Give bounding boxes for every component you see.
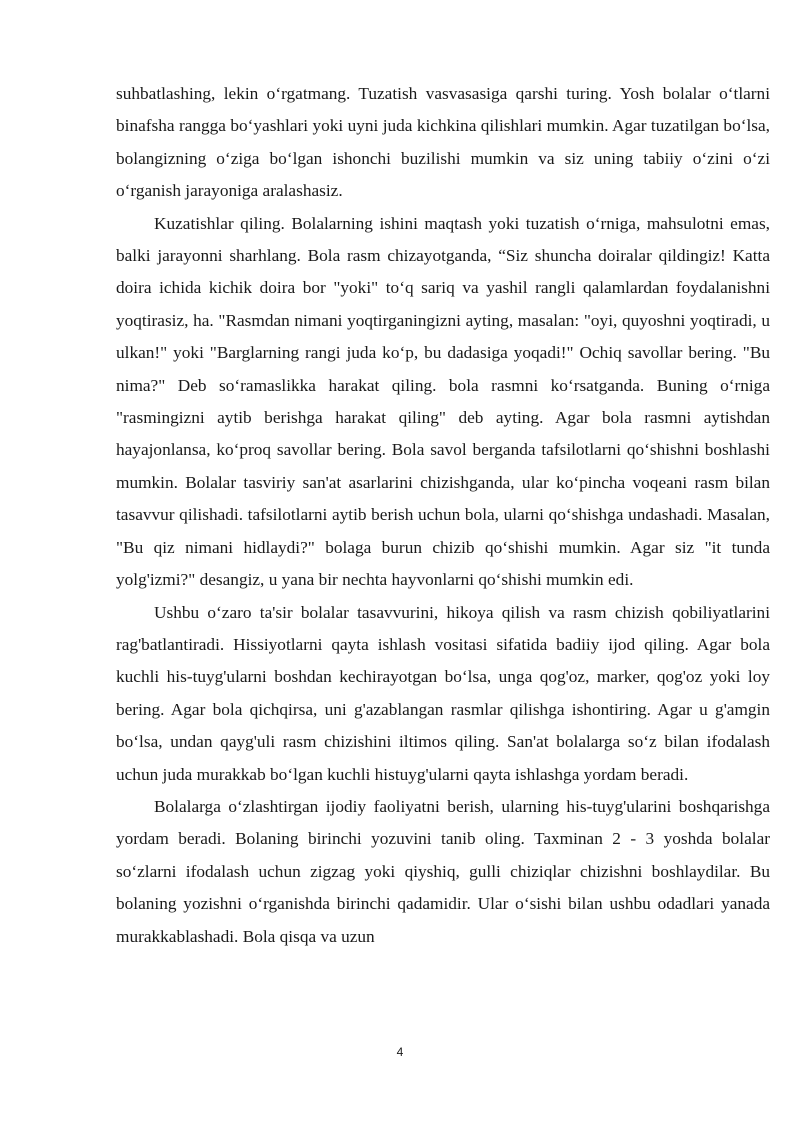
paragraph-continuation: suhbatlashing, lekin o‘rgatmang. Tuzatish vasvasasiga qarshi turing. Yosh bolalar o‘tlarni binafsha rangga bo‘yashlari yoki uyni juda kichkina qilishlari mumkin. Agar tuzatilgan bo‘lsa, bolangizning o‘ziga bo‘lgan ishonchi buzilishi mumkin va siz uning tabiiy o‘zini o‘zi o‘rganish jarayoniga aralashasiz. [116, 84, 770, 201]
paragraph-observations: Kuzatishlar qiling. Bolalarning ishini maqtash yoki tuzatish o‘rniga, mahsulotni emas, balki jarayonni sharhlang. Bola rasm chizayotganda, “Siz shuncha doiralar qildingiz! Katta doira ichida kichik doira bor "yoki" to‘q sariq va yashil rangli qalamlardan foydalanishni yoqtirasiz, ha. "Rasmdan nimani yoqtirganingizni ayting, masalan: "oyi, quyoshni yoqtiradi, u ulkan!" yoki "Barglarning rangi juda ko‘p, bu dadasiga yoqadi!" Ochiq savollar bering. "Bu nima?" Deb so‘ramaslikka harakat qiling. bola rasmni ko‘rsatganda. Buning o‘rniga "rasmingizni aytib berishga harakat qiling" deb ayting. Agar bola rasmni aytishdan hayajonlansa, ko‘proq savollar bering. Bola savol berganda tafsilotlarni qo‘shishni boshlashi mumkin. Bolalar tasviriy san'at asarlarini chizishganda, ular ko‘pincha voqeani rasm bilan tasavvur qilishadi. tafsilotlarni aytib berish uchun bola, ularni qo‘shishga undashadi. Masalan, "Bu qiz nimani hidlaydi?" bolaga burun chizib qo‘shishi mumkin. Agar siz "it tunda yolg'izmi?" desangiz, u yana bir nechta hayvonlarni qo‘shishi mumkin edi. [116, 213, 770, 590]
page-number: 4 [396, 1045, 404, 1059]
paragraph-interaction: Ushbu o‘zaro ta'sir bolalar tasavvurini, hikoya qilish va rasm chizish qobiliyatlarini rag'batlantiradi. Hissiyotlarni qayta ishlash vositasi sifatida badiiy ijod qiling. Agar bola kuchli his-tuyg'ularni boshdan kechirayotgan bo‘lsa, unga qog'oz, marker, qog'oz yoki loy bering. Agar bola qichqirsa, uni g'azablangan rasmlar qilishga ishontiring. Agar u g'amgin bo‘lsa, undan qayg'uli rasm chizishini iltimos qiling. San'at bolalarga so‘z bilan ifodalash uchun juda murakkab bo‘lgan kuchli histuyg'ularni qayta ishlashga yordam beradi. [116, 602, 770, 784]
paragraph-creative-activity: Bolalarga o‘zlashtirgan ijodiy faoliyatni berish, ularning his-tuyg'ularini boshqarishga yordam beradi. Bolaning birinchi yozuvini tanib oling. Taxminan 2 - 3 yoshda bolalar so‘zlarni ifodalash uchun zigzag yoki qiyshiq, gulli chiziqlar chizishni boshlaydilar. Bu bolaning yozishni o‘rganishda birinchi qadamidir. Ular o‘sishi bilan ushbu odadlari yanada murakkablashadi. Bola qisqa va uzun [116, 796, 770, 946]
body-text [116, 78, 770, 953]
